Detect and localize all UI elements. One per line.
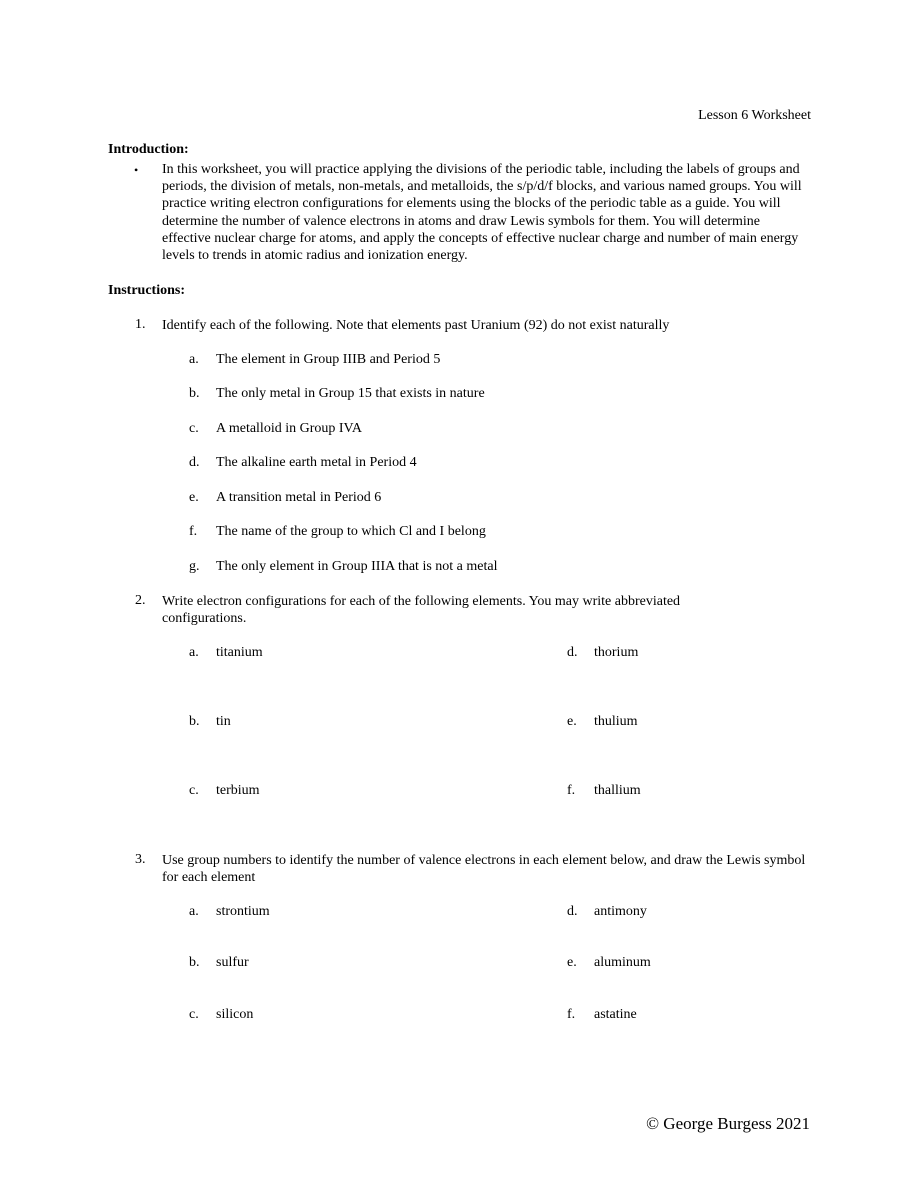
q1-item-letter: c. xyxy=(189,421,199,436)
q3-item-letter: c. xyxy=(189,1007,199,1022)
q1-item-letter: d. xyxy=(189,455,200,470)
q3-item-text: sulfur xyxy=(216,955,249,970)
q1-item-letter: g. xyxy=(189,559,200,574)
q3-item-letter: f. xyxy=(567,1007,576,1022)
q1-item-letter: a. xyxy=(189,352,199,367)
q2-item-letter: c. xyxy=(189,783,199,798)
q1-item-letter: b. xyxy=(189,386,200,401)
q2-item-text: thallium xyxy=(594,783,641,798)
page-header-title: Lesson 6 Worksheet xyxy=(698,108,811,123)
q2-item-text: titanium xyxy=(216,645,263,660)
q3-item-text: aluminum xyxy=(594,955,651,970)
q2-item-letter: e. xyxy=(567,714,577,729)
q1-item-text: The element in Group IIIB and Period 5 xyxy=(216,352,441,367)
q2-item-text: terbium xyxy=(216,783,260,798)
question-3-text: Use group numbers to identify the number of valence electrons in each element below, and draw the Lewis symbol for each element xyxy=(162,853,806,886)
question-1-number: 1. xyxy=(135,317,146,332)
q3-item-letter: b. xyxy=(189,955,200,970)
q1-item-text: The name of the group to which Cl and I belong xyxy=(216,524,486,539)
q3-item-letter: d. xyxy=(567,904,578,919)
copyright-footer: © George Burgess 2021 xyxy=(646,1114,810,1133)
q3-item-text: astatine xyxy=(594,1007,637,1022)
q1-item-text: The alkaline earth metal in Period 4 xyxy=(216,455,417,470)
bullet-icon: • xyxy=(134,163,139,177)
q3-item-letter: e. xyxy=(567,955,577,970)
q2-item-letter: a. xyxy=(189,645,199,660)
q1-item-text: The only element in Group IIIA that is not a metal xyxy=(216,559,498,574)
q3-item-text: antimony xyxy=(594,904,647,919)
q1-item-text: A metalloid in Group IVA xyxy=(216,421,362,436)
q3-item-text: strontium xyxy=(216,904,270,919)
q2-item-text: thorium xyxy=(594,645,639,660)
question-3-number: 3. xyxy=(135,852,146,867)
q3-item-letter: a. xyxy=(189,904,199,919)
q2-item-letter: b. xyxy=(189,714,200,729)
question-1-text: Identify each of the following. Note that elements past Uranium (92) do not exist naturally xyxy=(162,318,670,333)
introduction-paragraph: In this worksheet, you will practice applying the divisions of the periodic table, including the labels of groups and periods, the division of metals, non-metals, and metalloids, the s/p/d/f blocks, and various named groups. You will practice writing electron configurations for elements using the blocks of the periodic table as a guide. You will determine the number of valence electrons in atoms and draw Lewis symbols for them. You will determine effective nuclear charge for atoms, and apply the concepts of effective nuclear charge and number of main energy levels to trends in atomic radius and ionization energy. xyxy=(162,162,802,264)
q2-item-letter: d. xyxy=(567,645,578,660)
q1-item-text: The only metal in Group 15 that exists in nature xyxy=(216,386,485,401)
q1-item-letter: f. xyxy=(189,524,198,539)
question-2-text: Write electron configurations for each of the following elements. You may write abbreviated configurations. xyxy=(162,594,681,627)
introduction-heading: Introduction: xyxy=(108,142,189,157)
q1-item-text: A transition metal in Period 6 xyxy=(216,490,382,505)
q3-item-text: silicon xyxy=(216,1007,254,1022)
q2-item-letter: f. xyxy=(567,783,576,798)
q2-item-text: thulium xyxy=(594,714,638,729)
q1-item-letter: e. xyxy=(189,490,199,505)
question-2-number: 2. xyxy=(135,593,146,608)
q2-item-text: tin xyxy=(216,714,231,729)
instructions-heading: Instructions: xyxy=(108,283,186,298)
